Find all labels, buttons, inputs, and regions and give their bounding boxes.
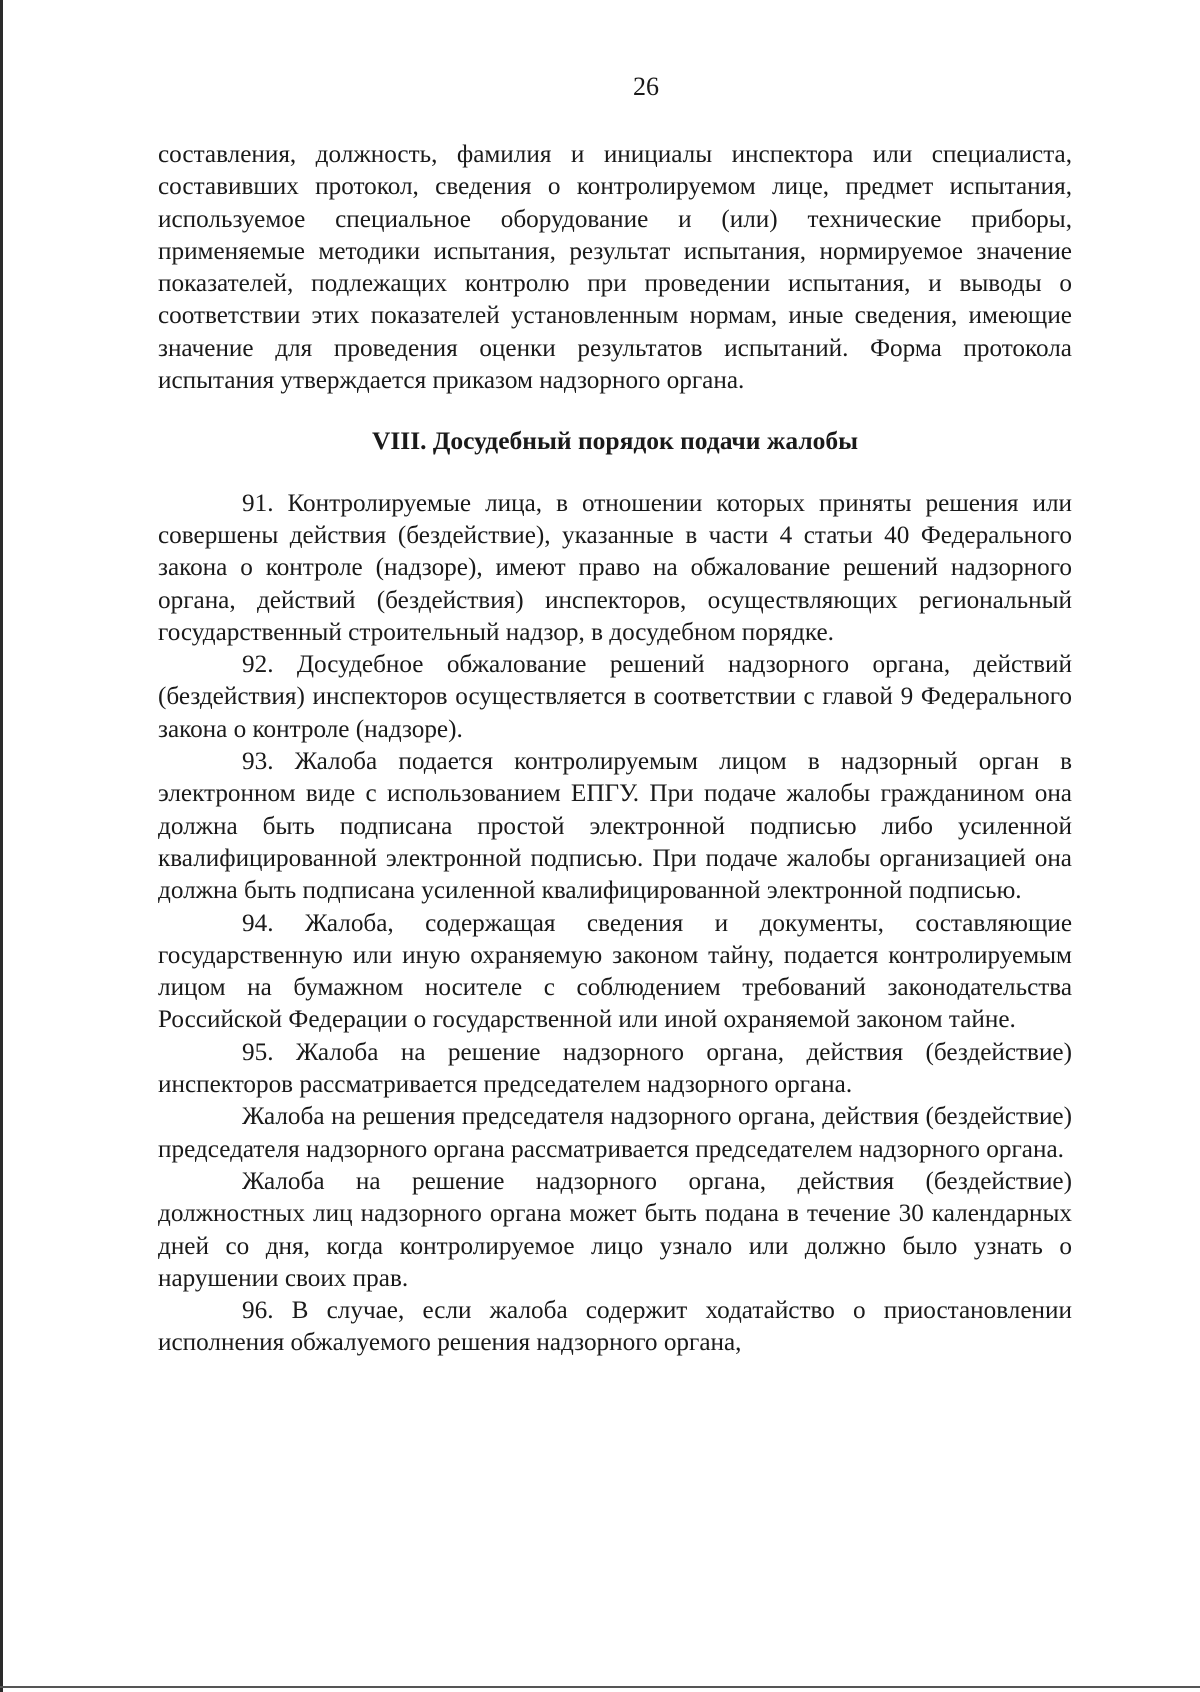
paragraph-95-deadline: Жалоба на решение надзорного органа, действия (бездействие) должностных лиц надзорного органа может быть подана в течение 30 календарных дней со дня, когда контролируемое лицо узнало или должно было узнать о нарушении своих прав. [158, 1167, 1072, 1292]
scan-bottom-edge [0, 1686, 1200, 1688]
paragraph-95: 95. Жалоба на решение надзорного органа, действия (бездействие) инспекторов рассматривается председателем надзорного органа. [158, 1038, 1072, 1099]
paragraph-92: 92. Досудебное обжалование решений надзорного органа, действий (бездействия) инспекторов осуществляется в соответствии с главой 9 Федерального закона о контроле (надзоре). [158, 651, 1072, 743]
paragraph-93: 93. Жалоба подается контролируемым лицом в надзорный орган в электронном виде с использованием ЕПГУ. При подаче жалобы гражданином она должна быть подписана простой электронной подписью либо усиленной квалифицированной электронной подписью. При подаче жалобы организацией она должна быть подписана усиленной квалифицированной электронной подписью. [158, 748, 1072, 905]
document-body [158, 139, 1072, 1360]
paragraph-96: 96. В случае, если жалоба содержит ходатайство о приостановлении исполнения обжалуемого решения надзорного органа, [158, 1297, 1072, 1357]
scan-left-edge [0, 0, 3, 1692]
paragraph-94: 94. Жалоба, содержащая сведения и документы, составляющие государственную или иную охраняемую законом тайну, подается контролируемым лицом на бумажном носителе с соблюдением требований законодательства Российской Федерации о государственной или иной охраняемой законом тайне. [158, 909, 1072, 1034]
page-number: 26 [633, 72, 659, 101]
paragraph-91: 91. Контролируемые лица, в отношении которых приняты решения или совершены действия (бездействие), указанные в части 4 статьи 40 Федерального закона о контроле (надзоре), имеют право на обжалование решений надзорного органа, действий (бездействия) инспекторов, осуществляющих региональный государственный строительный надзор, в досудебном порядке. [158, 489, 1072, 646]
paragraph-95-chairman: Жалоба на решения председателя надзорного органа, действия (бездействие) председателя надзорного органа рассматривается председателем надзорного органа. [158, 1103, 1072, 1163]
intro-paragraph: составления, должность, фамилия и инициалы инспектора или специалиста, составивших протокол, сведения о контролируемом лице, предмет испытания, используемое специальное оборудование и (или) технические приборы, применяемые методики испытания, результат испытания, нормируемое значение показателей, подлежащих контролю при проведении испытания, и выводы о соответствии этих показателей установленным нормам, иные сведения, имеющие значение для проведения оценки результатов испытаний. Форма протокола испытания утверждается приказом надзорного органа. [158, 141, 1072, 395]
section-heading: VIII. Досудебный порядок подачи жалобы [371, 426, 859, 456]
